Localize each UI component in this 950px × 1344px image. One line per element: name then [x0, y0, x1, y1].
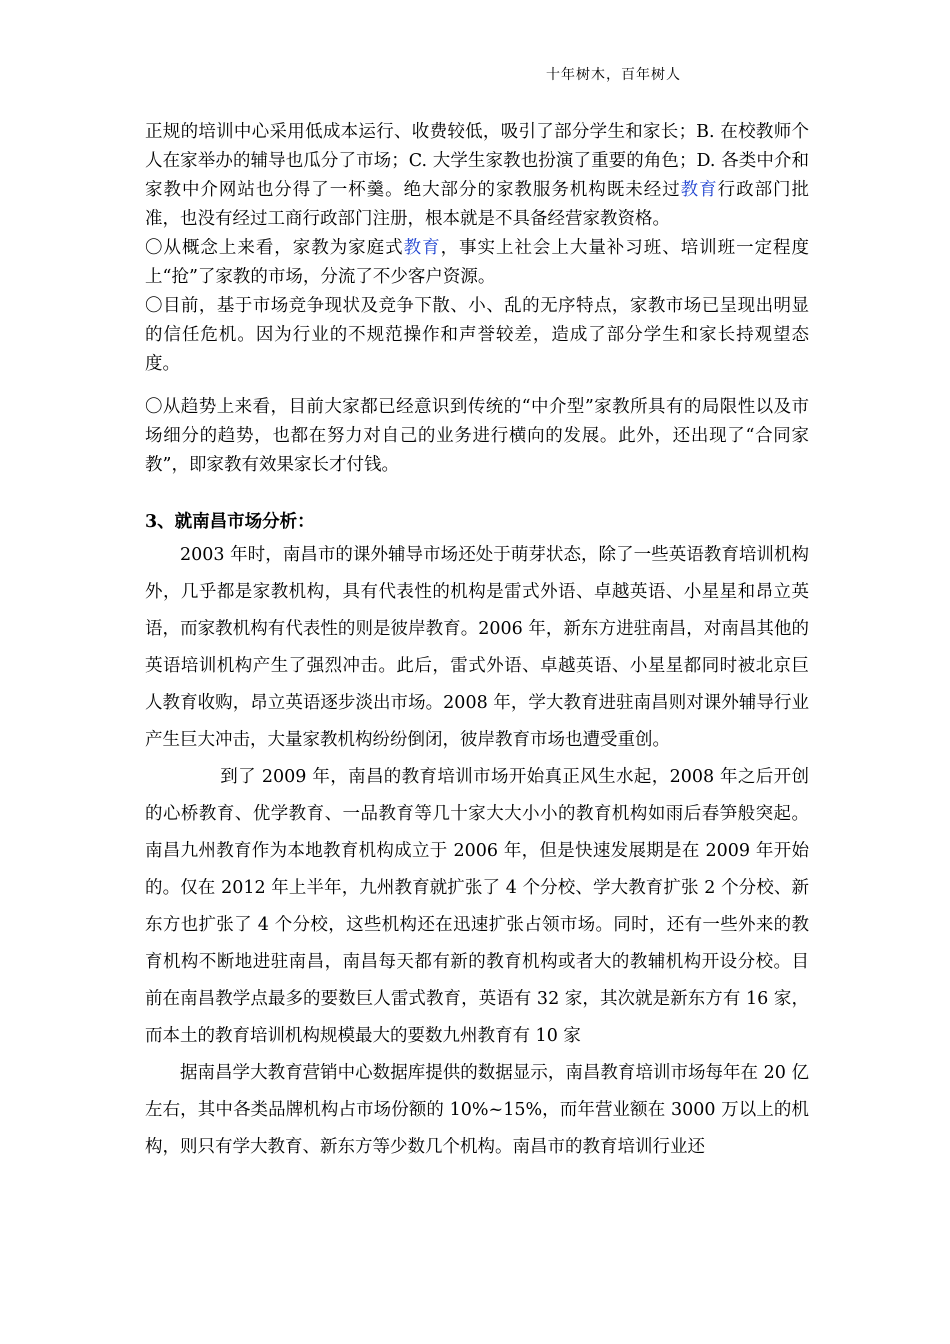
education-link[interactable]: 教育: [403, 238, 441, 258]
paragraph-competition: [145, 118, 809, 234]
document-body: [145, 118, 809, 1166]
paragraph-2009-growth: 到了 2009 年，南昌的教育培训市场开始真正风生水起，2008 年之后开创的心桥教育、优学教育、一品教育等几十家大大小小的教育机构如雨后春笋般突起。南昌九州教育作为本地教育机构成立于 2006 年，但是快速发展期是在 2009 年开始的。仅在 2012 年上半年，九州教育就扩张了 4 个分校、学大教育扩张 2 个分校、新东方也扩张了 4 个分校，这些机构还在迅速扩张占领市场。同时，还有一些外来的教育机构不断地进驻南昌，南昌每天都有新的教育机构或者大的教辅机构开设分校。目前在南昌教学点最多的要数巨人雷式教育，英语有 32 家，其次就是新东方有 16 家，而本土的教育培训机构规模最大的要数九州教育有 10 家: [145, 767, 809, 1046]
paragraph-text: 行政部门批准，也没有经过工商行政部门注册，根本就是不具备经营家教资格。: [145, 180, 810, 229]
paragraph-market-size: 据南昌学大教育营销中心数据库提供的数据显示，南昌教育培训市场每年在 20 亿左右，其中各类品牌机构占市场份额的 10%~15%，而年营业额在 3000 万以上的机构，则只有学大教育、新东方等少数几个机构。南昌市的教育培训行业还: [145, 1063, 809, 1157]
paragraph-text: ，事实上社会上大量补习班、培训班一定程度上“抢”了家教的市场，分流了不少客户资源。: [145, 238, 810, 287]
paragraph-history: 2003 年时，南昌市的课外辅导市场还处于萌芽状态，除了一些英语教育培训机构外，几乎都是家教机构，具有代表性的机构是雷式外语、卓越英语、小星星和昂立英语，而家教机构有代表性的则是彼岸教育。2006 年，新东方进驻南昌，对南昌其他的英语培训机构产生了强烈冲击。此后，雷式外语、卓越英语、小星星都同时被北京巨人教育收购，昂立英语逐步淡出市场。2008 年，学大教育进驻南昌则对课外辅导行业产生巨大冲击，大量家教机构纷纷倒闭，彼岸教育市场也遭受重创。: [145, 545, 809, 750]
paragraph-trust-crisis: 〇目前，基于市场竞争现状及竞争下散、小、乱的无序特点，家教市场已呈现出明显的信任危机。因为行业的不规范操作和声誉较差，造成了部分学生和家长持观望态度。: [145, 296, 809, 374]
page-header-motto: 十年树木，百年树人: [546, 67, 681, 83]
section-heading: 3、就南昌市场分析：: [145, 512, 315, 532]
paragraph-trend: 〇从趋势上来看，目前大家都已经意识到传统的“中介型”家教所具有的局限性以及市场细分的趋势，也都在努力对自己的业务进行横向的发展。此外，还出现了“合同家教”，即家教有效果家长才付钱。: [145, 397, 809, 475]
paragraph-concept: [145, 234, 809, 292]
education-link[interactable]: 教育: [680, 180, 718, 200]
paragraph-text: 正规的培训中心采用低成本运行、收费较低，吸引了部分学生和家长；B. 在校教师个人在家举办的辅导也瓜分了市场；C. 大学生家教也扮演了重要的角色；D. 各类中介和家教中介网站也分得了一杯羹。绝大部分的家教服务机构既未经过: [145, 122, 809, 200]
paragraph-text: 〇从概念上来看，家教为家庭式: [145, 238, 404, 258]
